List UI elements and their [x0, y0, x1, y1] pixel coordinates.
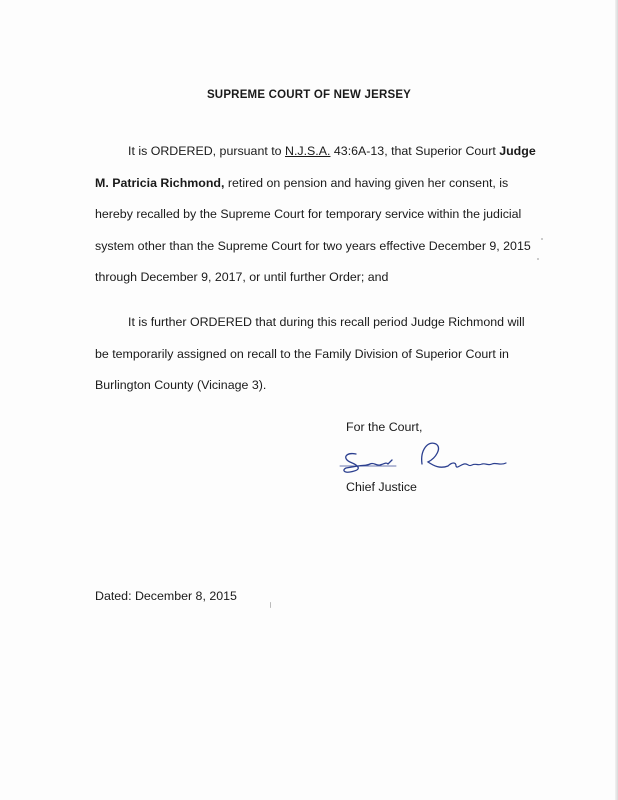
- paragraph1-line5: through December 9, 2017, or until further Order; and: [95, 270, 389, 285]
- paragraph1-line2: [95, 168, 535, 200]
- statute-reference: N.J.S.A.: [285, 144, 331, 158]
- scan-speck: [537, 258, 539, 260]
- text-segment: It is ORDERED, pursuant to: [128, 144, 286, 158]
- paragraph1-line1: [95, 136, 535, 168]
- handwritten-signature: [336, 436, 512, 478]
- scan-speck: [541, 238, 543, 240]
- paragraph2-line1: [95, 307, 535, 339]
- order-paragraph-1: [95, 136, 535, 294]
- signer-title: Chief Justice: [346, 480, 417, 494]
- order-paragraph-2: [95, 307, 535, 402]
- dated-line: Dated: December 8, 2015: [95, 589, 237, 603]
- text-segment: It is further ORDERED that during this recall period Judge Richmond will: [128, 315, 525, 329]
- paragraph1-line4: system other than the Supreme Court for two years effective December 9, 2015: [95, 238, 531, 253]
- paragraph2-line3: Burlington County (Vicinage 3).: [95, 378, 267, 393]
- scan-speck: [270, 602, 271, 608]
- judge-name: M. Patricia Richmond,: [95, 175, 225, 190]
- text-segment: 43:6A-13, that Superior Court: [330, 144, 500, 158]
- judge-word: Judge: [499, 144, 536, 158]
- paragraph2-line2: be temporarily assigned on recall to the Family Division of Superior Court in: [95, 346, 509, 361]
- paragraph1-line3: hereby recalled by the Supreme Court for temporary service within the judicial: [95, 207, 522, 222]
- text-segment: retired on pension and having given her consent, is: [224, 175, 509, 190]
- court-heading: SUPREME COURT OF NEW JERSEY: [206, 89, 412, 101]
- closing-phrase: For the Court,: [346, 420, 423, 434]
